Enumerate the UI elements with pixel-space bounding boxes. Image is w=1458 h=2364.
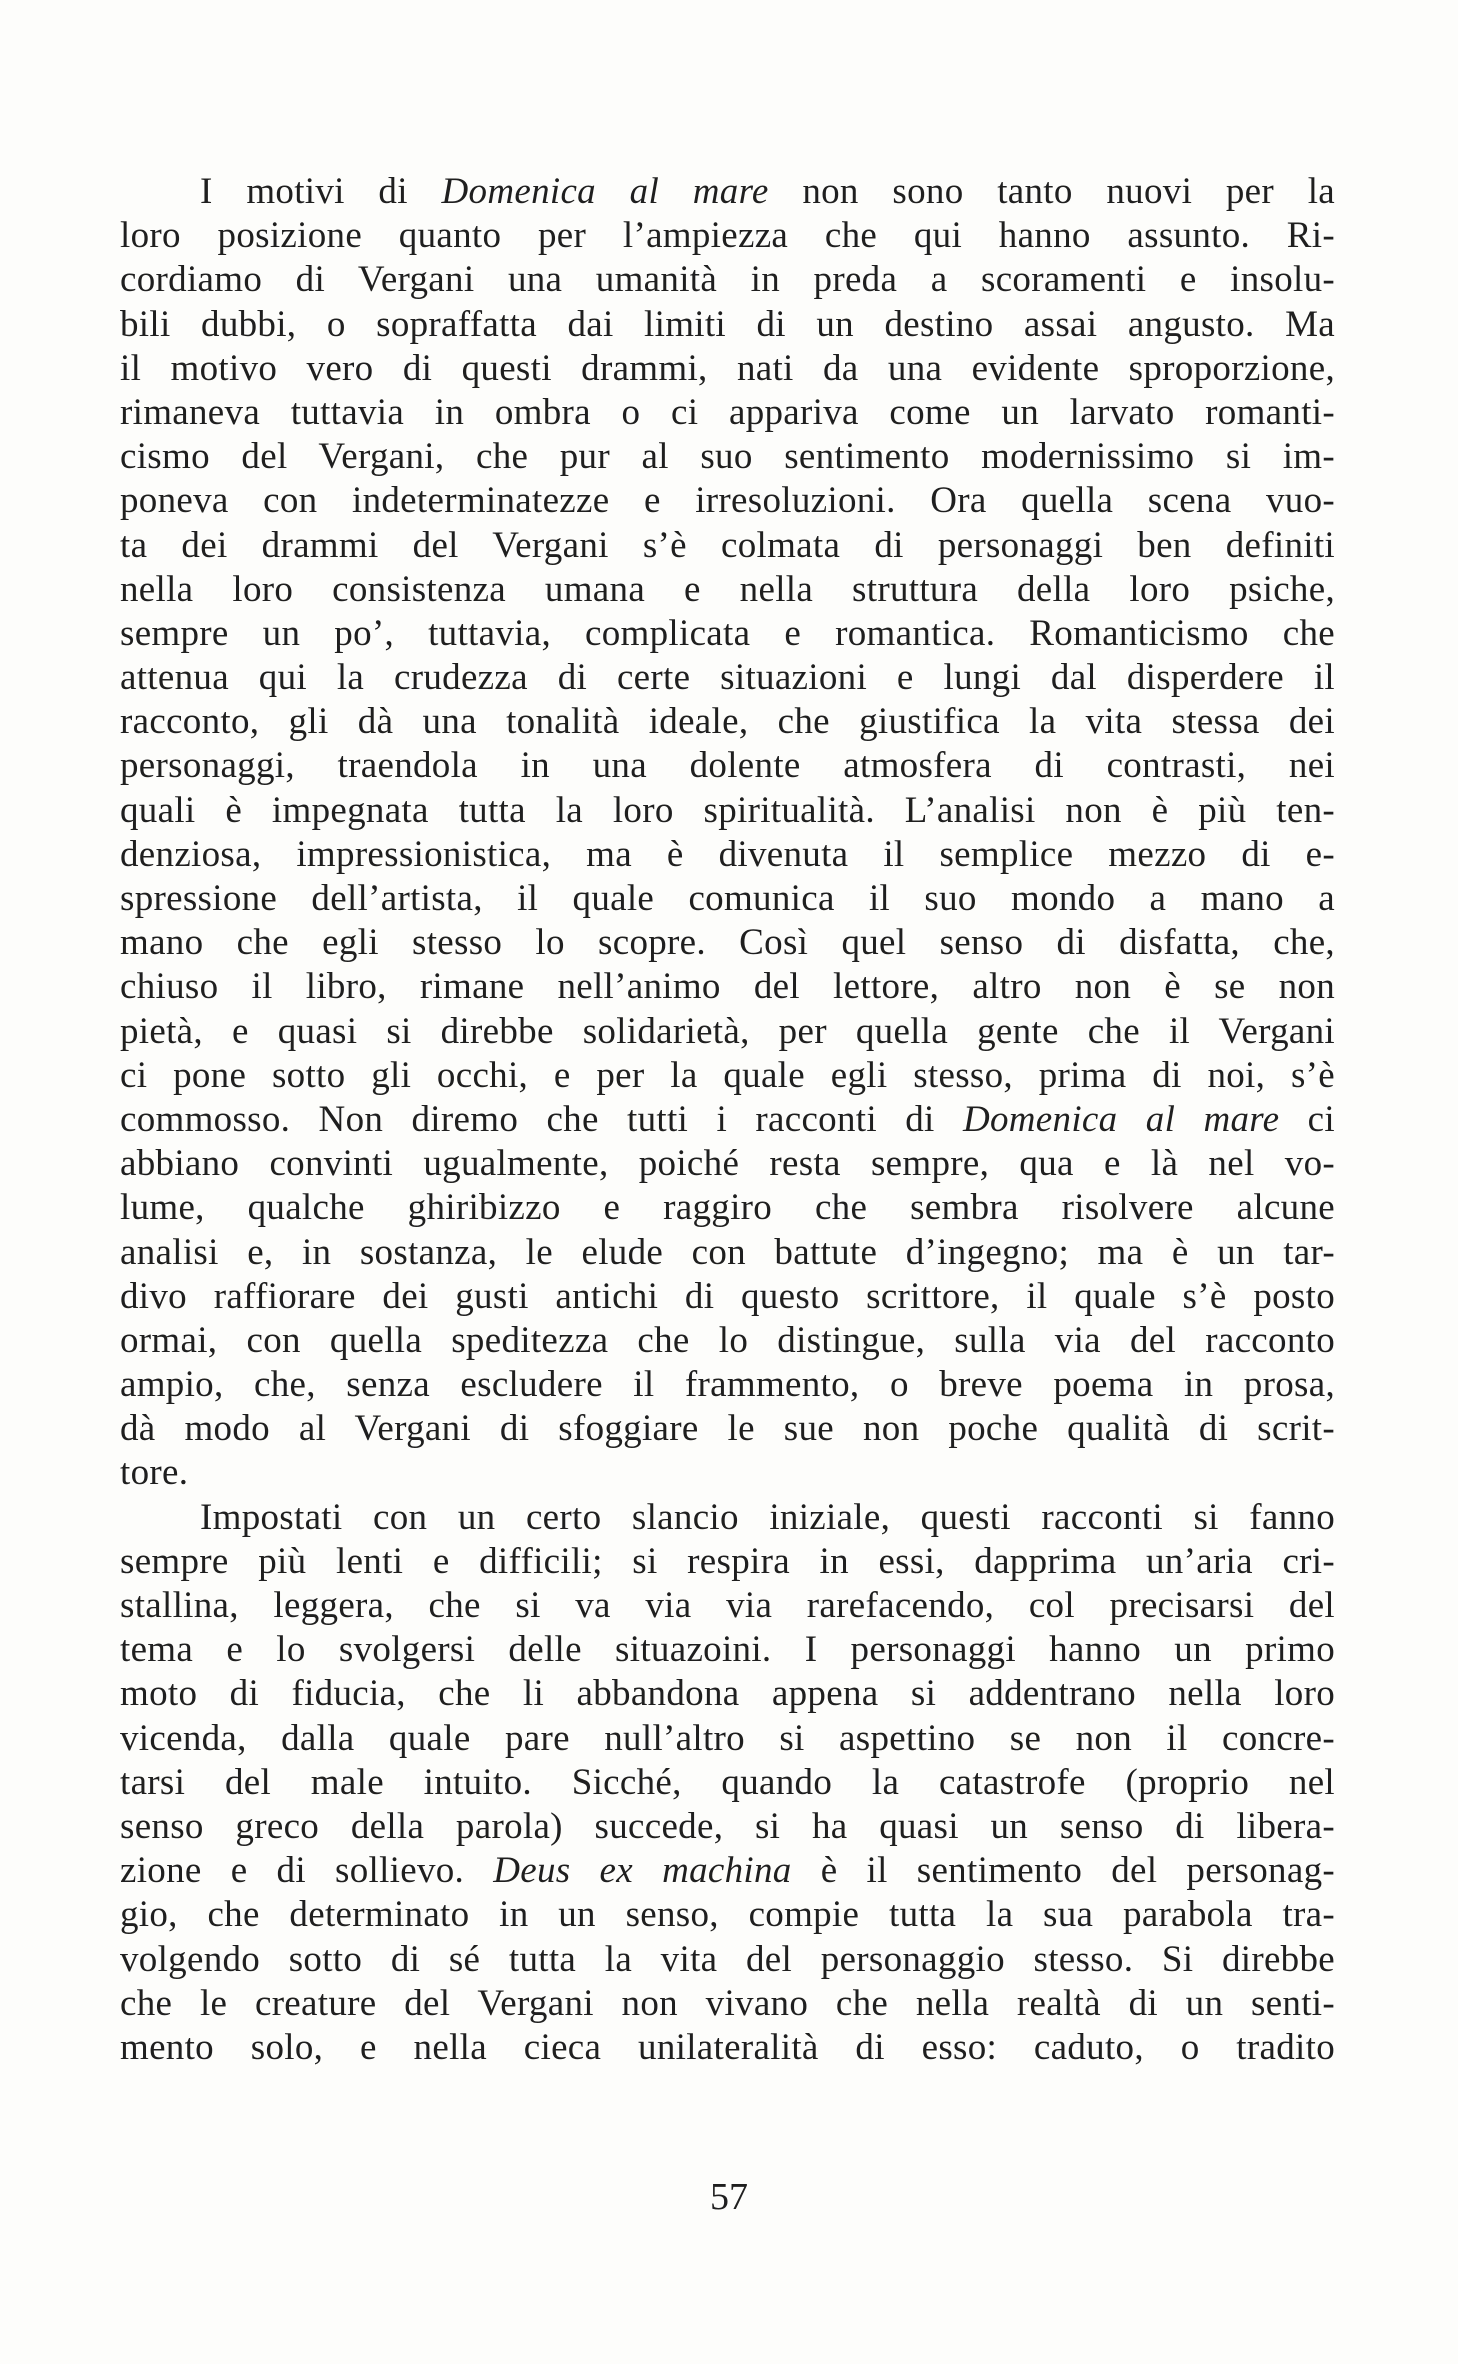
text-segment: poneva con indeterminatezze e irresoluzioni. Ora quella scena vuo- bbox=[120, 480, 1335, 522]
text-segment: ci bbox=[1279, 1098, 1335, 1140]
text-line bbox=[120, 170, 1335, 214]
text-line bbox=[120, 568, 1335, 612]
italic-title: Deus ex machina bbox=[493, 1850, 792, 1892]
text-line bbox=[120, 1054, 1335, 1098]
text-segment: stallina, leggera, che si va via via rarefacendo, col precisarsi del bbox=[120, 1585, 1335, 1626]
text-segment: dà modo al Vergani di sfoggiare le sue non poche qualità di scrit- bbox=[120, 1408, 1335, 1450]
text-line bbox=[120, 877, 1335, 921]
text-line bbox=[120, 1584, 1335, 1628]
text-line bbox=[120, 656, 1335, 700]
text-segment: è il sentimento del personag- bbox=[791, 1850, 1335, 1892]
text-segment: lume, qualche ghiribizzo e raggiro che sembra risolvere alcune bbox=[120, 1187, 1335, 1229]
text-line bbox=[120, 744, 1335, 788]
text-segment: sempre più lenti e difficili; si respira in essi, dapprima un’aria cri- bbox=[120, 1540, 1335, 1582]
text-segment: commosso. Non diremo che tutti i racconti di bbox=[120, 1098, 963, 1140]
text-segment: loro posizione quanto per l’ampiezza che qui hanno assunto. Ri- bbox=[120, 215, 1335, 257]
text-segment: cismo del Vergani, che pur al suo sentimento modernissimo si im- bbox=[120, 436, 1335, 478]
text-line bbox=[120, 1407, 1335, 1451]
text-segment: quali è impegnata tutta la loro spiritualità. L’analisi non è più ten- bbox=[120, 789, 1335, 831]
text-line bbox=[120, 1098, 1335, 1142]
text-segment: attenua qui la crudezza di certe situazioni e lungi dal disperdere il bbox=[120, 657, 1335, 699]
text-line bbox=[120, 921, 1335, 965]
text-line bbox=[120, 1319, 1335, 1363]
text-line bbox=[120, 1231, 1335, 1275]
text-segment: ampio, che, senza escludere il frammento, o breve poema in prosa, bbox=[120, 1364, 1335, 1406]
text-segment: gio, che determinato in un senso, compie tutta la sua parabola tra- bbox=[120, 1894, 1335, 1936]
text-line bbox=[120, 1982, 1335, 2026]
text-segment: ormai, con quella speditezza che lo distingue, sulla via del racconto bbox=[120, 1319, 1335, 1361]
text-line bbox=[120, 1496, 1335, 1540]
text-line bbox=[120, 1628, 1335, 1672]
text-segment: che le creature del Vergani non vivano che nella realtà di un senti- bbox=[120, 1982, 1335, 2024]
body-text bbox=[120, 170, 1335, 2070]
text-segment: personaggi, traendola in una dolente atmosfera di contrasti, nei bbox=[120, 745, 1335, 787]
text-segment: I motivi di bbox=[200, 171, 442, 212]
text-segment: sempre un po’, tuttavia, complicata e romantica. Romanticismo che bbox=[120, 612, 1335, 654]
text-segment: cordiamo di Vergani una umanità in preda a scoramenti e insolu- bbox=[120, 259, 1335, 301]
text-segment: rimaneva tuttavia in ombra o ci appariva come un larvato romanti- bbox=[120, 391, 1335, 433]
text-line bbox=[120, 1363, 1335, 1407]
text-segment: ta dei drammi del Vergani s’è colmata di personaggi ben definiti bbox=[120, 524, 1335, 566]
text-segment: tarsi del male intuito. Sicché, quando la catastrofe (proprio nel bbox=[120, 1761, 1335, 1803]
text-line bbox=[120, 1142, 1335, 1186]
text-segment: Impostati con un certo slancio iniziale, questi racconti si fanno bbox=[200, 1496, 1335, 1538]
text-segment: il motivo vero di questi drammi, nati da una evidente sproporzione, bbox=[120, 347, 1335, 389]
text-line bbox=[120, 258, 1335, 302]
text-segment: tema e lo svolgersi delle situazoini. I personaggi hanno un primo bbox=[120, 1629, 1335, 1671]
text-line bbox=[120, 2026, 1335, 2070]
text-segment: volgendo sotto di sé tutta la vita del personaggio stesso. Si direbbe bbox=[120, 1938, 1335, 1980]
text-line bbox=[120, 214, 1335, 258]
text-line bbox=[120, 435, 1335, 479]
text-line bbox=[120, 1717, 1335, 1761]
text-line bbox=[120, 965, 1335, 1009]
text-line bbox=[120, 833, 1335, 877]
text-segment: mano che egli stesso lo scopre. Così quel senso di disfatta, che, bbox=[120, 922, 1335, 964]
text-segment: denziosa, impressionistica, ma è divenuta il semplice mezzo di e- bbox=[120, 833, 1335, 875]
text-segment: mento solo, e nella cieca unilateralità di esso: caduto, o tradito bbox=[120, 2026, 1335, 2068]
text-line bbox=[120, 1849, 1335, 1893]
text-segment: ci pone sotto gli occhi, e per la quale egli stesso, prima di noi, s’è bbox=[120, 1054, 1335, 1096]
text-line bbox=[120, 1805, 1335, 1849]
text-line bbox=[120, 1893, 1335, 1937]
text-line bbox=[120, 789, 1335, 833]
text-segment: abbiano convinti ugualmente, poiché resta sempre, qua e là nel vo- bbox=[120, 1143, 1335, 1185]
text-line bbox=[120, 391, 1335, 435]
text-line bbox=[120, 1010, 1335, 1054]
text-segment: zione e di sollievo. bbox=[120, 1850, 494, 1892]
text-line bbox=[120, 1761, 1335, 1805]
text-segment: racconto, gli dà una tonalità ideale, che giustifica la vita stessa dei bbox=[120, 701, 1335, 743]
text-segment: senso greco della parola) succede, si ha quasi un senso di libera- bbox=[120, 1805, 1335, 1847]
text-line bbox=[120, 479, 1335, 523]
text-segment: vicenda, dalla quale pare null’altro si aspettino se non il concre- bbox=[120, 1717, 1335, 1759]
text-line bbox=[120, 1186, 1335, 1230]
text-line bbox=[120, 1540, 1335, 1584]
text-segment: moto di fiducia, che li abbandona appena si addentrano nella loro bbox=[120, 1673, 1335, 1715]
text-segment: divo raffiorare dei gusti antichi di questo scrittore, il quale s’è posto bbox=[120, 1275, 1335, 1317]
text-line bbox=[120, 524, 1335, 568]
text-line bbox=[120, 612, 1335, 656]
text-segment: chiuso il libro, rimane nell’animo del lettore, altro non è se non bbox=[120, 966, 1335, 1008]
text-segment: analisi e, in sostanza, le elude con battute d’ingegno; ma è un tar- bbox=[120, 1231, 1335, 1273]
text-line bbox=[120, 1451, 1335, 1495]
text-segment: spressione dell’artista, il quale comunica il suo mondo a mano a bbox=[120, 878, 1335, 919]
italic-title: Domenica al mare bbox=[962, 1098, 1280, 1140]
text-segment: bili dubbi, o sopraffatta dai limiti di un destino assai angusto. Ma bbox=[120, 303, 1335, 345]
text-line bbox=[120, 347, 1335, 391]
text-line bbox=[120, 1938, 1335, 1982]
page-number: 57 bbox=[710, 2176, 748, 2218]
italic-title: Domenica al mare bbox=[441, 171, 769, 212]
text-line bbox=[120, 1672, 1335, 1716]
text-segment: pietà, e quasi si direbbe solidarietà, per quella gente che il Vergani bbox=[120, 1010, 1335, 1052]
text-line bbox=[120, 700, 1335, 744]
text-segment: non sono tanto nuovi per la bbox=[768, 171, 1335, 212]
text-line bbox=[120, 1275, 1335, 1319]
text-line bbox=[120, 303, 1335, 347]
text-segment: nella loro consistenza umana e nella struttura della loro psiche, bbox=[120, 568, 1335, 610]
text-segment: tore. bbox=[120, 1452, 189, 1494]
